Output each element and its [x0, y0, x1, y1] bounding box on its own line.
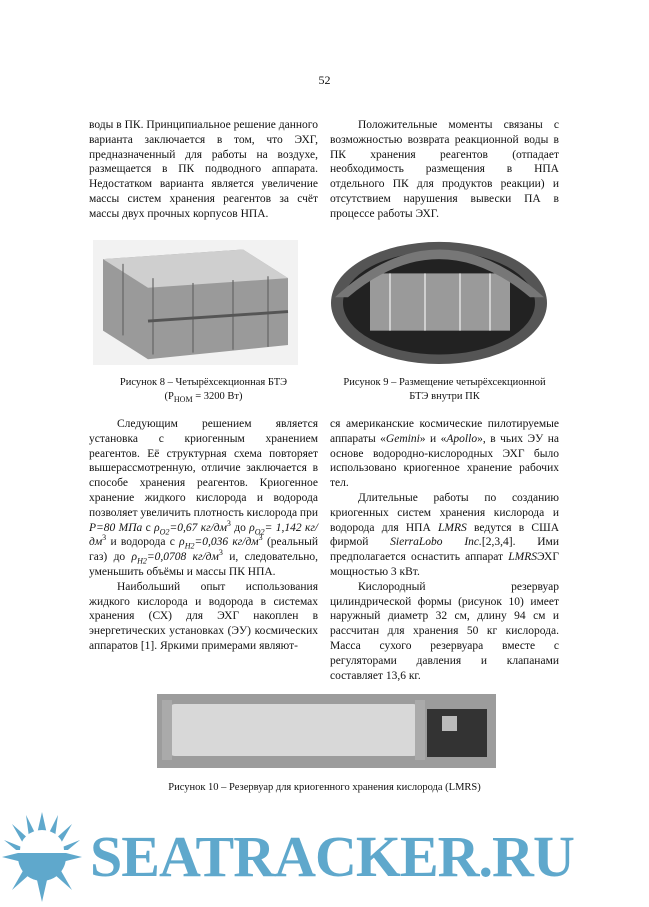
t: ρ — [131, 551, 138, 564]
t: 3 — [258, 533, 263, 543]
text-bottom-right — [330, 417, 559, 683]
page-number: 52 — [318, 73, 331, 87]
caption-line — [89, 390, 318, 404]
t: H2 — [137, 556, 147, 566]
caption-sub: НОМ — [173, 395, 193, 405]
t: O2 — [254, 526, 265, 536]
t: 3 — [102, 533, 107, 543]
caption-line: Рисунок 8 – Четырёхсекционная БТЭ — [119, 377, 288, 388]
paragraph: воды в ПК. Принципиальное решение данного варианта заключается в том, что ЭХГ, предназначенный для работы на воздухе, размещается в ПК подводного аппарата. Недостатком варианта является увеличение массы систем хранения реагентов за счёт массы двух прочных корпусов НПА. — [89, 119, 318, 220]
caption-line: Рисунок 9 – Размещение четырёхсекционной — [343, 377, 546, 388]
figure-8-image — [93, 240, 298, 365]
t: H2 — [184, 541, 195, 551]
caption-text: (P — [164, 391, 174, 402]
t: ρ — [249, 521, 255, 534]
paragraph — [89, 417, 318, 580]
paragraph: Наибольший опыт использования жидкого кислорода и водорода в системах хранения (СХ) для ЭХГ накоплен в энергетических установках (ЭУ) космических аппаратов [1]. Яркими примерами являют- — [89, 580, 318, 652]
t: [2,3,4]. Ими предполагается оснастить аппарат — [330, 536, 559, 564]
paragraph — [330, 417, 559, 491]
text-bottom-left — [89, 417, 318, 654]
caption-line: БТЭ внутри ПК — [409, 391, 480, 402]
pressure-hull-image — [330, 240, 549, 365]
t: LMRS — [508, 551, 538, 564]
t: Длительные работы по созданию криогенных систем хранения кислорода и водорода для НПА — [330, 491, 559, 534]
figure-9-caption — [325, 376, 564, 404]
watermark — [0, 812, 649, 907]
t: » и « — [419, 432, 447, 445]
t: ρ — [154, 521, 160, 534]
t: ЭХГ мощностью 3 кВт. — [330, 551, 559, 578]
text-top-left — [89, 118, 318, 222]
paragraph: Положительные моменты связаны с возможностью возврата реакционной воды в ПК хранения реагентов (отпадает необходимость размещения в НПА отдельного ПК для продуктов реакции) и отсутствием нарушения вывески ПА в процессе работы ЭХГ. — [330, 119, 559, 220]
fuel-cell-stack-image — [93, 240, 298, 365]
t: и водорода с — [106, 536, 180, 549]
t: 3 — [218, 548, 223, 558]
t: SierraLobo Inc. — [390, 536, 482, 549]
t: и, следовательно, уменьшить объёмы и массы ПК НПА. — [89, 551, 318, 578]
t: 3 — [226, 518, 231, 528]
t: (реальный газ) до — [89, 536, 318, 564]
t: LMRS — [438, 521, 467, 534]
figure-10-caption: Рисунок 10 – Резервуар для криогенного хранения кислорода (LMRS) — [168, 782, 481, 793]
t: =0,0708 кг/дм — [146, 551, 219, 564]
t: Gemini — [385, 432, 420, 445]
figure-8-caption — [89, 376, 318, 404]
sun-logo-icon — [2, 812, 82, 902]
text-top-right — [330, 118, 559, 222]
t: O2 — [159, 526, 170, 536]
t: », в чьих ЭУ на основе водородно-кислородных ЭХГ было использовано криогенное хранение рабочих тел. — [330, 432, 559, 490]
caption-text: = 3200 Вт) — [192, 391, 243, 402]
t: с — [142, 521, 155, 534]
t: = 1,142 кг/дм — [89, 521, 319, 549]
paragraph — [330, 491, 559, 580]
t: Apollo — [446, 432, 478, 445]
t: ρ — [179, 536, 185, 549]
t: до — [230, 521, 250, 534]
figure-9-image — [330, 240, 549, 365]
t: =0,036 кг/дм — [194, 536, 259, 549]
t: P=80 МПа — [89, 521, 143, 534]
t: ведутся в США фирмой — [330, 521, 559, 549]
watermark-text: SEATRACKER.RU — [90, 824, 574, 889]
cryogenic-tank-image — [157, 694, 496, 768]
t: ся американские космические пилотируемые аппараты « — [330, 418, 559, 445]
t: =0,67 кг/дм — [169, 521, 227, 534]
figure-10-image — [157, 694, 496, 768]
t: Следующим решением является установка с криогенным хранением реагентов. Её структурная схема повторяет вышерассмотренную, отличие заключается в способе хранения реагентов. Криогенное хранение жидкого кислорода и водорода позволяет увеличить плотность кислорода при — [89, 418, 318, 519]
paragraph: Кислородный резервуар цилиндрической формы (рисунок 10) имеет наружный диаметр 32 см, длину 94 см и рассчитан для хранения 50 кг кислорода. Масса сухого резервуара вместе с регуляторами давления и клапанами составляет 13,6 кг. — [330, 580, 559, 682]
